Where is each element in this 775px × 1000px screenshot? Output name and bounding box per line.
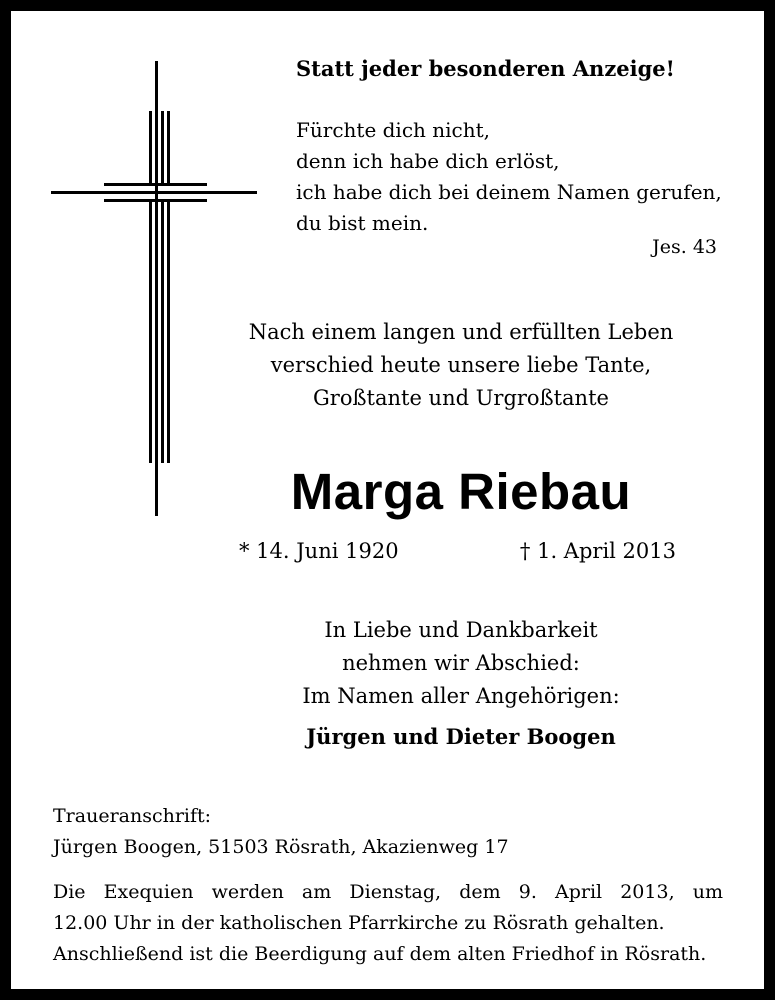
intro-line: verschied heute unsere liebe Tante,: [270, 353, 652, 377]
cross-icon: [51, 51, 271, 521]
funeral-info-line: Die Exequien werden am Dienstag, dem 9. April 2013, um: [53, 881, 723, 903]
intro-line: Nach einem langen und erfüllten Leben: [248, 320, 674, 344]
signers: Jürgen und Dieter Boogen: [306, 724, 616, 749]
funeral-info: [53, 877, 723, 970]
bible-verse: [296, 115, 722, 239]
verse-line: du bist mein.: [296, 211, 429, 235]
verse-reference: Jes. 43: [652, 236, 717, 258]
funeral-info-line: Anschließend ist die Beerdigung auf dem alten Friedhof in Rösrath.: [53, 943, 707, 965]
death-date: † 1. April 2013: [519, 539, 676, 563]
closing-line: nehmen wir Abschied:: [342, 651, 580, 675]
address-line: Jürgen Boogen, 51503 Rösrath, Akazienweg 17: [53, 836, 509, 858]
intro-text: [216, 316, 706, 415]
verse-line: denn ich habe dich erlöst,: [296, 149, 560, 173]
birth-date: * 14. Juni 1920: [239, 539, 399, 563]
intro-line: Großtante und Urgroßtante: [313, 386, 609, 410]
address-line: Traueranschrift:: [53, 805, 212, 827]
mourning-address: [53, 801, 509, 863]
closing-text: [216, 614, 706, 713]
deceased-name: Marga Riebau: [290, 463, 632, 520]
verse-line: ich habe dich bei deinem Namen gerufen,: [296, 180, 722, 204]
funeral-info-line: 12.00 Uhr in der katholischen Pfarrkirche zu Rösrath gehalten.: [53, 912, 665, 934]
closing-line: Im Namen aller Angehörigen:: [302, 684, 620, 708]
notice-header: Statt jeder besonderen Anzeige!: [296, 56, 675, 81]
verse-line: Fürchte dich nicht,: [296, 118, 491, 142]
closing-line: In Liebe und Dankbarkeit: [324, 618, 598, 642]
